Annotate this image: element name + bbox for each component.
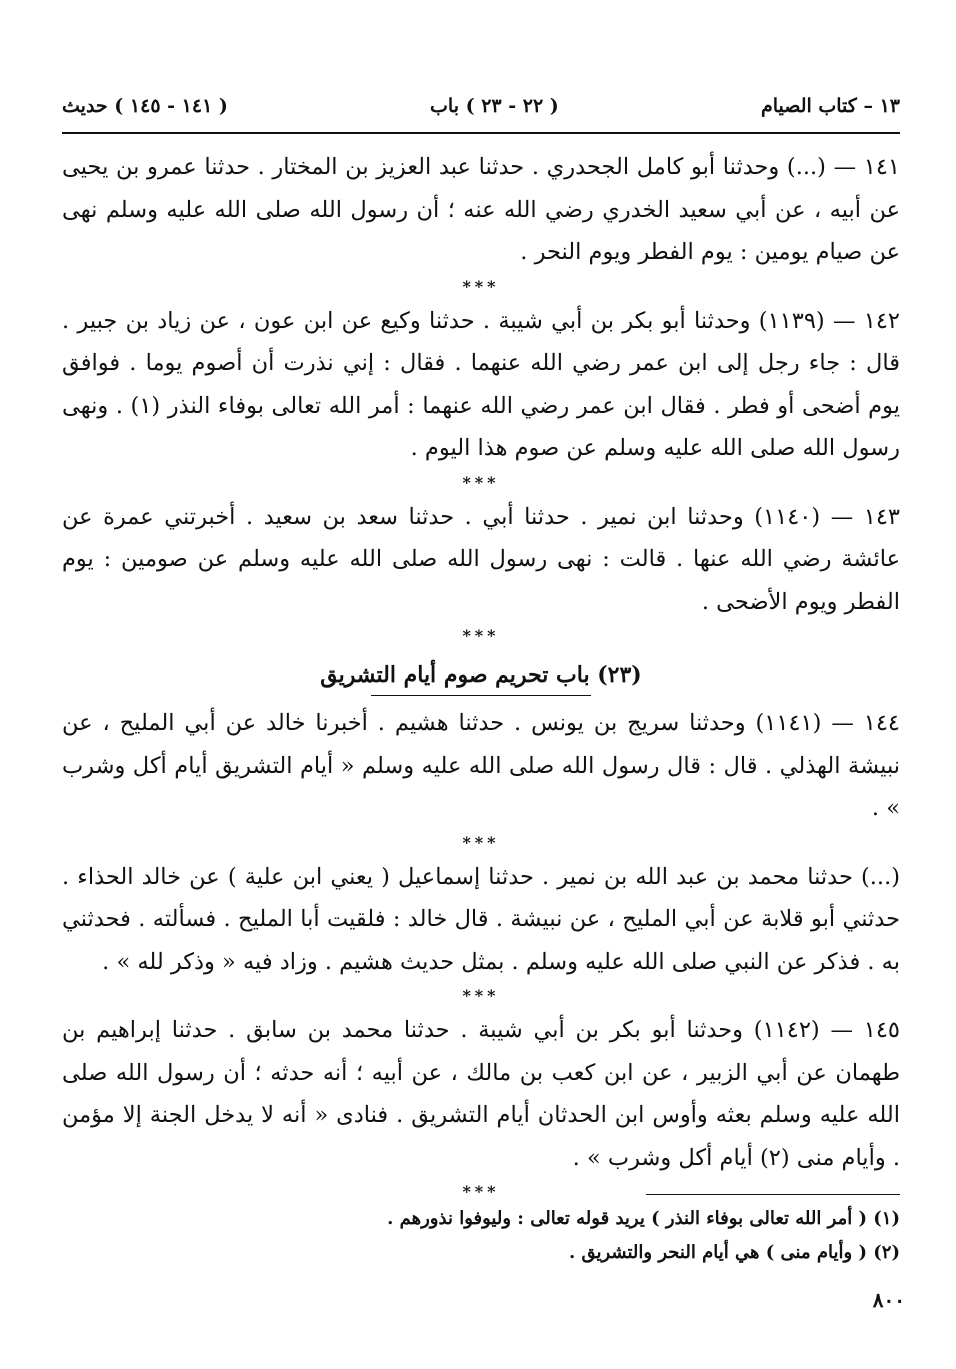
hadith-text: (...) حدثنا محمد بن عبد الله بن نمير . حدثنا إسماعيل ( يعني ابن علية ) عن خالد الحذاء . حدثني أبو قلابة عن أبي المليح ، عن نبيشة . قال خالد : فلقيت أبا المليح . فسألته . فحدثني به . فذكر عن النبي صلى الله عليه وسلم . بمثل حديث هشيم . وزاد فيه « وذكر لله » . bbox=[62, 863, 900, 975]
header-divider bbox=[62, 132, 900, 134]
separator-stars: *** bbox=[462, 276, 500, 296]
separator-stars: *** bbox=[462, 626, 500, 645]
page-body bbox=[62, 146, 900, 1205]
separator-stars: *** bbox=[462, 1182, 500, 1201]
hadith-text: ١٤٤ — (١١٤١) وحدثنا سريج بن يونس . حدثنا هشيم . أخبرنا خالد عن أبي المليح ، عن نبيشة الهذلي . قال : قال رسول الله صلى الله عليه وسلم « أيام التشريق أيام أكل وشرب » . bbox=[62, 710, 900, 821]
hadith-144 bbox=[62, 702, 900, 830]
page-header bbox=[62, 86, 900, 126]
footnote-2: (٢) ( وأيام منى ) هي أيام النحر والتشريق . bbox=[568, 1242, 900, 1263]
hadith-144-variant bbox=[62, 856, 900, 984]
page-number: ٨٠٠ bbox=[872, 1288, 905, 1312]
hadith-143 bbox=[62, 496, 900, 624]
header-hadith-range: ( ١٤١ - ١٤٥ ) حديث bbox=[62, 95, 228, 117]
hadith-text: ١٤٢ — (١١٣٩) وحدثنا أبو بكر بن أبي شيبة . حدثنا وكيع عن ابن عون ، عن زياد بن جبير . قال : جاء رجل إلى ابن عمر رضي الله عنهما . فقال : إني نذرت أن أصوم يوما . فوافق يوم أضحى أو فطر . فقال ابن عمر رضي الله عنهما : أمر الله تعالى بوفاء النذر (١) . ونهى رسول الله صلى الله عليه وسلم عن صوم هذا اليوم . bbox=[62, 307, 900, 461]
header-book-title: ١٣ – كتاب الصيام bbox=[760, 95, 900, 117]
hadith-145 bbox=[62, 1009, 900, 1179]
hadith-text: ١٤٣ — (١١٤٠) وحدثنا ابن نمير . حدثنا أبي . حدثنا سعد بن سعيد . أخبرتني عمرة عن عائشة رضي الله عنها . قالت : نهى رسول الله صلى الله عليه وسلم عن صومين : يوم الفطر ويوم الأضحى . bbox=[62, 503, 900, 615]
hadith-text: ١٤١ — (...) وحدثنا أبو كامل الجحدري . حدثنا عبد العزيز بن المختار . حدثنا عمرو بن يحيى عن أبيه ، عن أبي سعيد الخدري رضي الله عنه ؛ أن رسول الله صلى الله عليه وسلم نهى عن صيام يومين : يوم الفطر ويوم النحر . bbox=[62, 154, 900, 265]
header-chapter-range: ( ٢٢ - ٢٣ ) باب bbox=[430, 95, 559, 117]
footnote-1: (١) ( أمر الله تعالى بوفاء النذر ) يريد قوله تعالى : وليوفوا نذورهم . bbox=[387, 1208, 900, 1229]
chapter-title: (٢٣) باب تحريم صوم أيام التشريق bbox=[320, 662, 642, 688]
separator-stars: *** bbox=[462, 832, 500, 852]
separator-stars: *** bbox=[462, 986, 500, 1005]
footnotes bbox=[62, 1206, 900, 1274]
hadith-text: ١٤٥ — (١١٤٢) وحدثنا أبو بكر بن أبي شيبة . حدثنا محمد بن سابق . حدثنا إبراهيم بن طهمان عن أبي الزبير ، عن ابن كعب بن مالك ، عن أبيه ؛ أنه حدثه ؛ أن رسول الله صلى الله عليه وسلم بعثه وأوس ابن الحدثان أيام التشريق . فنادى « أنه لا يدخل الجنة إلا مؤمن . وأيام منى (٢) أيام أكل وشرب » . bbox=[62, 1017, 900, 1171]
footnote-divider bbox=[646, 1194, 900, 1195]
separator-stars: *** bbox=[462, 472, 500, 492]
hadith-142 bbox=[62, 300, 900, 470]
chapter-heading bbox=[62, 653, 900, 697]
hadith-141 bbox=[62, 146, 900, 274]
